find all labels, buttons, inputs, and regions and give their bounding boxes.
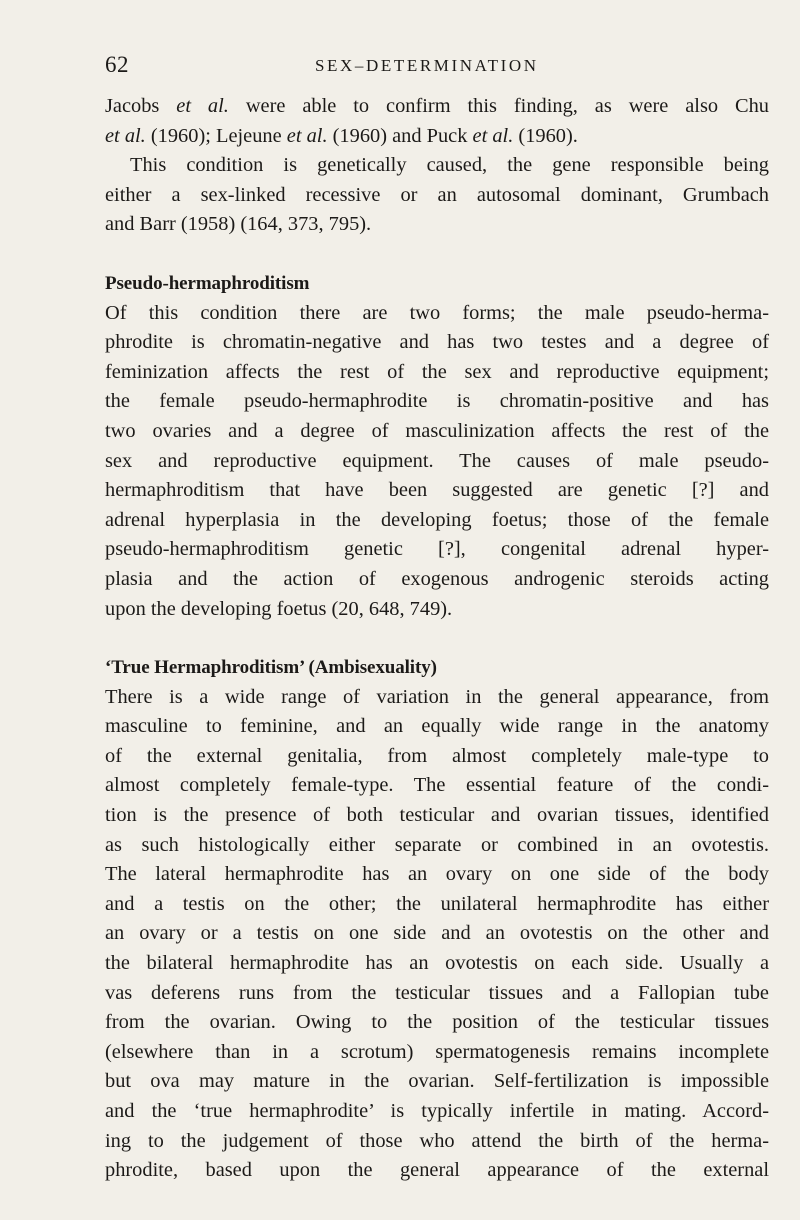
text-line: and the ‘true hermaphrodite’ is typically infertile in mating. Accord- xyxy=(105,1100,769,1122)
text-line: almost completely female-type. The essential feature of the condi- xyxy=(105,774,769,797)
text-line: This condition is genetically caused, the gene responsible being xyxy=(130,154,769,177)
text-line: The lateral hermaphrodite has an ovary on one side of the body xyxy=(105,863,769,886)
text-line: two ovaries and a degree of masculinization affects the rest of the xyxy=(105,419,769,442)
text-line: Jacobs et al. were able to confirm this finding, as were also Chu xyxy=(105,95,769,117)
text-line: pseudo-hermaphroditism genetic [?], congenital adrenal hyper- xyxy=(105,538,769,561)
text-line: hermaphroditism that have been suggested are genetic [?] and xyxy=(105,479,769,502)
paragraph xyxy=(105,151,769,240)
section-heading: ‘True Hermaphroditism’ (Ambisexuality) xyxy=(105,657,437,679)
text-line: upon the developing foetus (20, 648, 749). xyxy=(105,597,453,620)
section-heading: Pseudo-hermaphroditism xyxy=(105,272,310,294)
text-line: Of this condition there are two forms; the male pseudo-herma- xyxy=(105,301,769,324)
running-head: SEX–DETERMINATION xyxy=(315,56,539,75)
page-header xyxy=(105,52,765,84)
text-line: adrenal hyperplasia in the developing foetus; those of the female xyxy=(105,508,769,531)
text-line: sex and reproductive equipment. The causes of male pseudo- xyxy=(105,449,769,472)
text-line: feminization affects the rest of the sex and reproductive equipment; xyxy=(105,360,769,383)
text-line: the bilateral hermaphrodite has an ovotestis on each side. Usually a xyxy=(105,952,769,975)
text-line: masculine to feminine, and an equally wide range in the anatomy xyxy=(105,715,769,738)
text-line: vas deferens runs from the testicular tissues and a Fallopian tube xyxy=(105,981,769,1004)
text-line: ing to the judgement of those who attend the birth of the herma- xyxy=(105,1129,769,1152)
text-line: an ovary or a testis on one side and an ovotestis on the other and xyxy=(105,922,769,945)
text-line: the female pseudo-hermaphrodite is chromatin-positive and has xyxy=(105,390,769,413)
text-line: phrodite, based upon the general appearance of the external xyxy=(105,1159,769,1182)
text-line: There is a wide range of variation in the general appearance, from xyxy=(105,685,769,708)
paragraph xyxy=(105,299,769,625)
text-line: but ova may mature in the ovarian. Self-fertilization is impossible xyxy=(105,1070,769,1093)
page-number: 62 xyxy=(105,52,129,77)
text-line: of the external genitalia, from almost completely male-type to xyxy=(105,744,769,767)
text-line: phrodite is chromatin-negative and has two testes and a degree of xyxy=(105,331,769,354)
paragraph xyxy=(105,683,769,1186)
text-line: from the ovarian. Owing to the position of the testicular tissues xyxy=(105,1011,769,1034)
text-line: as such histologically either separate or combined in an ovotestis. xyxy=(105,833,769,856)
text-line: plasia and the action of exogenous androgenic steroids acting xyxy=(105,567,769,590)
text-line: and Barr (1958) (164, 373, 795). xyxy=(105,213,372,236)
text-line: and a testis on the other; the unilateral hermaphrodite has either xyxy=(105,892,769,915)
text-line: either a sex-linked recessive or an autosomal dominant, Grumbach xyxy=(105,183,769,206)
paragraph xyxy=(105,92,769,151)
text-line: tion is the presence of both testicular and ovarian tissues, identified xyxy=(105,804,769,827)
page-body xyxy=(105,92,769,1186)
text-line: (elsewhere than in a scrotum) spermatogenesis remains incomplete xyxy=(105,1040,769,1063)
text-line: et al. (1960); Lejeune et al. (1960) and Puck et al. (1960). xyxy=(105,124,578,147)
